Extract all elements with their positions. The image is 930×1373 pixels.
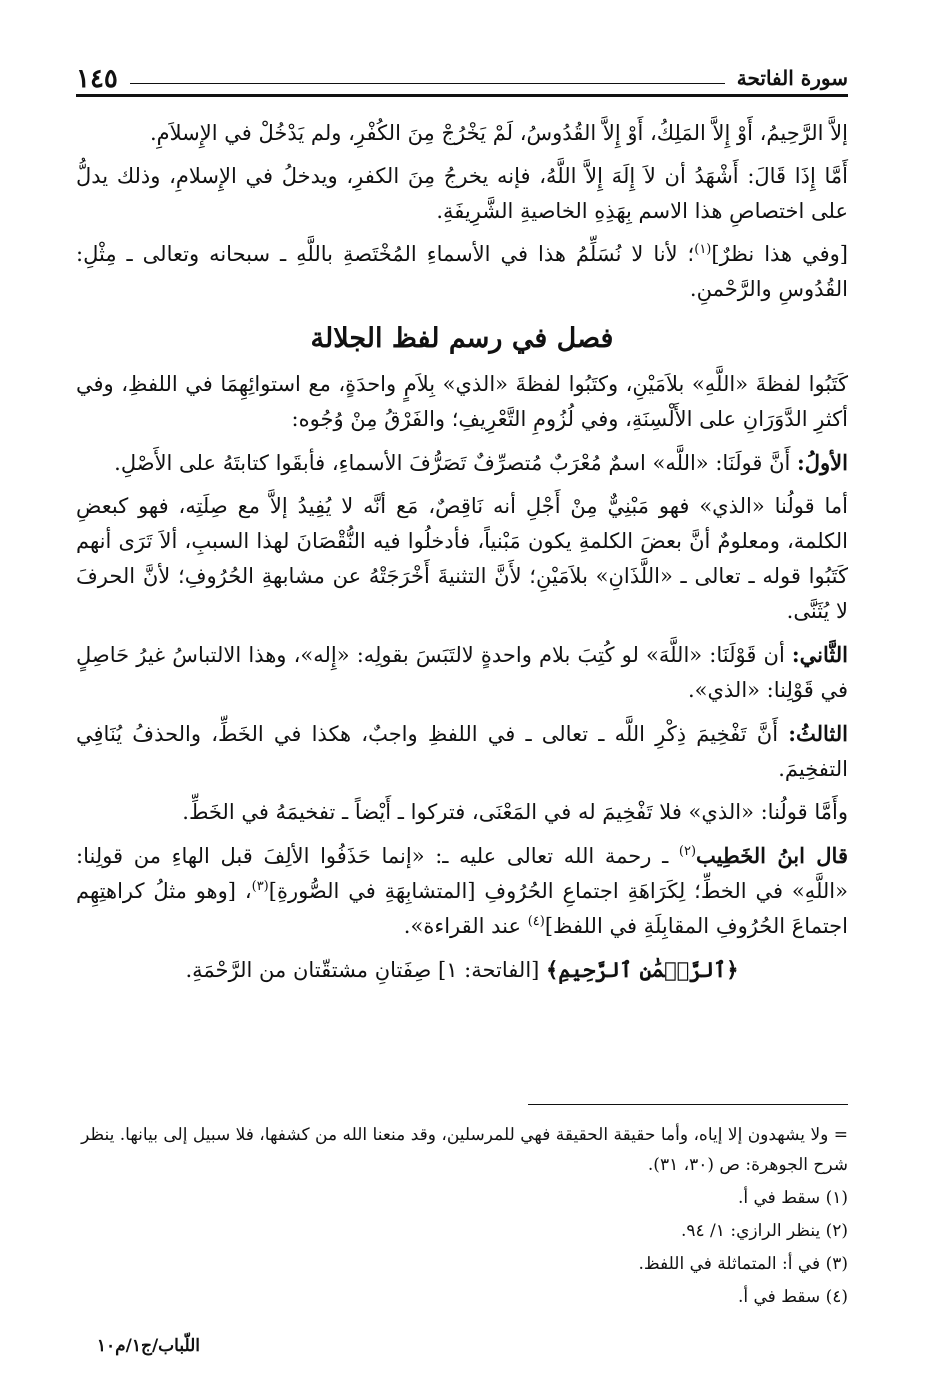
surah-title: سورة الفاتحة: [736, 66, 848, 90]
footnote-1: (١) سقط في أ.: [737, 1188, 848, 1208]
paragraph-7: [76, 637, 848, 708]
quran-verse: ﴿ٱلرَّحۡمَٰنِ ٱلرَّحِيمِ﴾: [546, 957, 739, 982]
footnote-2: (٢) ينظر الرازي: ١/ ٩٤.: [680, 1221, 848, 1241]
paragraph-6: أما قولُنا «الذي» فهو مَبْنِيٌّ مِنْ أَجْلِ أنه نَاقِصٌ، مَع أنَّه لا يُفِيدُ إلاَّ مع صِلَتِه، فهو كبعضِ الكلمة، ومعلومٌ أنَّ بعضَ الكلمةِ يكون مَبْنياً، فأدخلُوا فيه النُّقْصَانَ لهذا السببِ، ألاَ تَرَى أنهم كَتَبُوا قوله ـ تعالى ـ «اللَّذَانِ» بلاَمَيْنِ؛ لأَنَّ التثنيةَ أَخْرَجَتْهُ عن مشابهةِ الحُرُوفِ؛ لأنَّ الحرفَ لا يُثَنَّى.: [76, 494, 848, 623]
point-label-third: الثالثُ:: [788, 721, 848, 746]
bracketed-text: [وفي هذا نظرٌ]: [711, 242, 848, 266]
footnotes: [76, 1120, 848, 1315]
point-label-second: الثَّاني:: [791, 642, 848, 667]
main-text: [76, 116, 848, 996]
verse-line: [76, 952, 848, 988]
paragraph-3-text: ؛ لأنا لا نُسَلِّمُ هذا في الأسماءِ المُخْتَصةِ باللَّهِ ـ سبحانه وتعالى ـ مِثْلِ: القُدُوسِ والرَّحْمنِ.: [76, 242, 848, 301]
paragraph-2: أَمَّا إِذَا قَالَ: أَشْهَدُ أن لاَ إِلَهَ إِلاَّ اللَّهُ، فإنه يخرجُ مِنَ الكفرِ، ويدخلُ في الإِسلامِ، وذلك يدلُّ على اختصاصِ هذا الاسم بِهَذِهِ الخاصيةِ الشَّرِيفَةِ.: [76, 164, 848, 223]
point-text-second: أن قَوْلَنَا: «اللَّهَ» لو كُتِبَ بلام واحدةٍ لالتَبَسَ بقولِه: «إِله»، وهذا الالتباسُ غيرُ حَاصِلٍ في قَوْلِنا: «الذي».: [76, 643, 848, 702]
footnote-4: (٤) سقط في أ.: [737, 1287, 848, 1307]
footnote-3: (٣) في أ: المتماثلة في اللفظ.: [638, 1254, 848, 1274]
header-rule: [130, 83, 725, 84]
footnote-separator: [528, 1104, 848, 1105]
point-label-first: الأولُ:: [797, 450, 848, 475]
footnote-ref-2: (٢): [678, 844, 697, 859]
verse-explanation: [الفاتحة: ١] صِفَتانِ مشتقّتان من الرَّحْمَةِ.: [185, 958, 547, 982]
paragraph-1: إلاَّ الرَّحِيمُ، أَوْ إِلاَّ المَلِكُ، أَوْ إِلاَّ القُدُوسُ، لَمْ يَخْرُجْ مِنَ الكُفْرِ، ولم يَدْخُلْ في الإِسلاَمِ.: [149, 121, 848, 145]
footnote-ref-4: (٤): [527, 914, 545, 929]
quote-author: قال ابنُ الخَطِيب: [696, 843, 848, 868]
section-heading: فصل في رسم لفظ الجلالة: [310, 323, 614, 354]
paragraph-10: [76, 838, 848, 944]
volume-reference: اللّباب/ج١/م١٠: [96, 1336, 200, 1356]
paragraph-3: [76, 237, 848, 307]
footnote-ref-3: (٣): [251, 879, 269, 894]
page-number: ١٤٥: [76, 64, 118, 94]
footnote-continuation: = ولا يشهدون إلا إياه، وأما حقيقة الحقيقة فهي للمرسلين، وقد منعنا الله من كشفها، فلا سبيل إلى بيانها. ينظر شرح الجوهرة: ص (٣٠، ٣١).: [81, 1125, 848, 1175]
paragraph-4: كَتَبُوا لفظةَ «اللَّهِ» بلاَمَيْنِ، وكتَبُوا لفظةَ «الذي» بِلاَمٍ واحدَةٍ، مع استوائِهِمَا في اللفظِ، وفي أكثرِ الدَّوَرَانِ على الأَلْسِنَةِ، وفي لُزُومِ التَّعْرِيفِ؛ والفَرْقُ مِنْ وُجُوه:: [76, 372, 848, 431]
quote-text-b: ، [وهو مثلُ كراهتِهِم اجتماعَ الحُرُوفِ المقابِلَةِ في اللفظ]: [76, 879, 848, 938]
paragraph-9: وأَمَّا قولُنا: «الذي» فلا تَفْخِيمَ له في المَعْنَى، فتركوا ـ أَيْضاً ـ تفخيمَهُ في الخَطِّ.: [182, 800, 848, 824]
footnote-ref-1: (١): [694, 242, 712, 257]
quote-text-c: عند القراءة».: [403, 914, 528, 938]
running-header: [76, 58, 848, 97]
paragraph-5: [76, 445, 848, 481]
point-text-third: أَنَّ تَفْخِيمَ ذِكْرِ اللَّه ـ تعالى ـ في اللفظِ واجبٌ، هكذا في الخَطِّ، والحذفُ يُنَافِي التفخِيمَ.: [76, 722, 848, 781]
point-text-first: أَنَّ قولَنَا: «اللَّه» اسمٌ مُعْرَبٌ مُتصرِّفٌ تَصَرُّفَ الأسماءِ، فأبقَوا كتابتَهُ على الأَصْلِ.: [114, 451, 798, 475]
paragraph-8: [76, 716, 848, 787]
quote-text-a: ـ رحمة الله تعالى عليه ـ: «إنما حَذَفُوا الألِفَ قبل الهاءِ من قولِنا: «اللَّهِ» في الخطِّ؛ لِكَرَاهَةِ اجتماعِ الحُرُوفِ [المتشابِهَةِ في الصُّورةِ]: [76, 844, 848, 903]
